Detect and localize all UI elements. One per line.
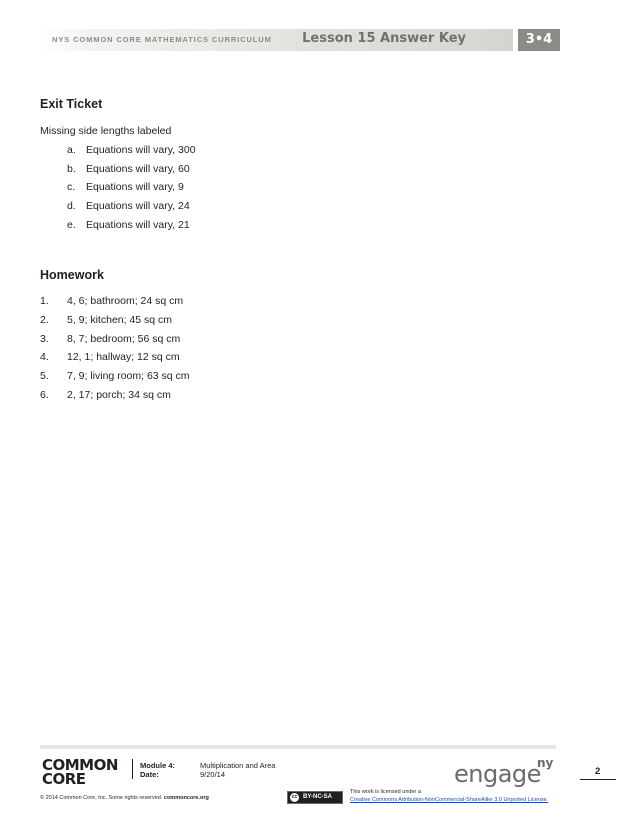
item-label: a.	[67, 144, 76, 156]
item-text: 2, 17; porch; 34 sq cm	[67, 389, 171, 401]
item-label: b.	[67, 163, 76, 175]
item-text: Equations will vary, 300	[86, 144, 196, 156]
date-value: 9/20/14	[200, 770, 226, 779]
cc-icon: cc	[291, 794, 298, 800]
lesson-title: Lesson 15 Answer Key	[302, 31, 466, 46]
item-label: 6.	[40, 389, 49, 401]
header-bar	[40, 29, 513, 51]
copyright-text: © 2014 Common Core, Inc. Some rights reserved.	[40, 795, 163, 801]
engageny-logo-ny: ny	[537, 756, 554, 770]
item-label: 3.	[40, 333, 49, 345]
item-label: c.	[67, 181, 76, 193]
item-text: Equations will vary, 24	[86, 200, 190, 212]
module-value: Multiplication and Area	[200, 761, 276, 770]
item-label: e.	[67, 219, 76, 231]
license-link[interactable]: Creative Commons Attribution-NonCommercial-ShareAlike 3.0 Unported License.	[350, 797, 549, 803]
logo-line-2: CORE	[42, 770, 86, 788]
date-label: Date:	[140, 770, 159, 779]
item-text: Equations will vary, 21	[86, 219, 190, 231]
copyright-notice	[40, 795, 209, 801]
item-label: 2.	[40, 314, 49, 326]
engageny-logo: engage	[454, 760, 541, 788]
cc-badge-text: BY-NC-SA	[303, 794, 333, 800]
grade-module-badge: 3•4	[518, 29, 560, 51]
exit-ticket-title: Exit Ticket	[40, 97, 103, 111]
logo-line-1: COMMON	[42, 756, 118, 774]
item-label: 4.	[40, 351, 49, 363]
page-header	[40, 29, 560, 51]
item-text: 5, 9; kitchen; 45 sq cm	[67, 314, 173, 326]
item-text: 4, 6; bathroom; 24 sq cm	[67, 295, 184, 307]
exit-ticket-intro: Missing side lengths labeled	[40, 125, 172, 137]
page-number-rule	[580, 779, 616, 780]
license-text: This work is licensed under a	[350, 789, 421, 795]
item-text: 8, 7; bedroom; 56 sq cm	[67, 333, 181, 345]
footer-divider	[132, 759, 133, 779]
item-label: 1.	[40, 295, 49, 307]
common-core-logo	[42, 758, 118, 786]
item-label: 5.	[40, 370, 49, 382]
item-text: Equations will vary, 60	[86, 163, 190, 175]
page-number: 2	[595, 766, 601, 777]
homework-title: Homework	[40, 268, 104, 282]
item-text: 12, 1; hallway; 12 sq cm	[67, 351, 180, 363]
item-text: Equations will vary, 9	[86, 181, 184, 193]
item-text: 7, 9; living room; 63 sq cm	[67, 370, 190, 382]
curriculum-title: NYS COMMON CORE MATHEMATICS CURRICULUM	[52, 35, 272, 44]
copyright-site: commoncore.org	[163, 795, 209, 801]
item-label: d.	[67, 200, 76, 212]
module-label: Module 4:	[140, 761, 175, 770]
creative-commons-badge[interactable]	[287, 791, 343, 804]
footer-rule	[40, 745, 556, 749]
